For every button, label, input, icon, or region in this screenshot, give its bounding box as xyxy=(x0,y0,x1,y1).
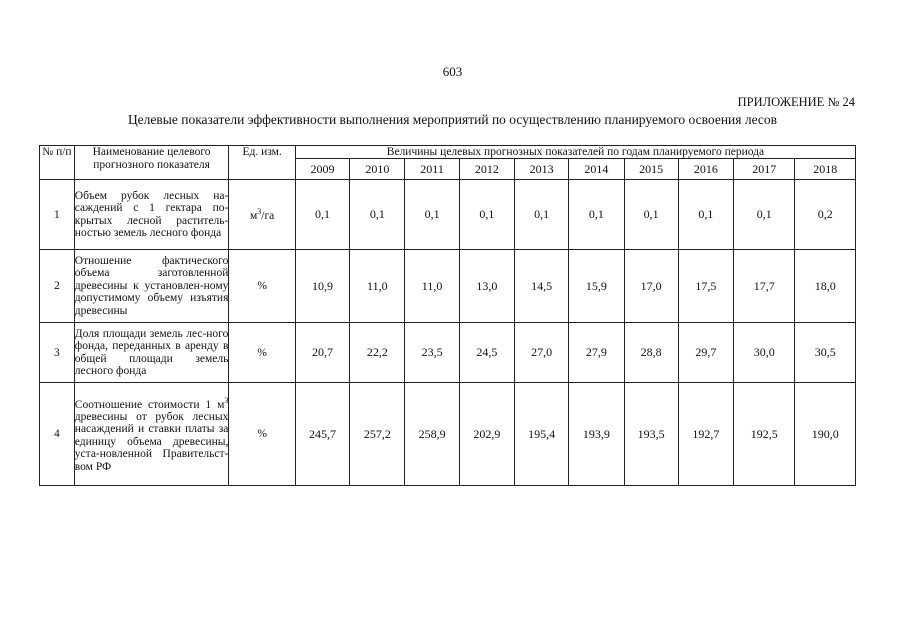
row-number: 4 xyxy=(40,383,75,486)
year-header: 2011 xyxy=(405,159,459,180)
year-header: 2015 xyxy=(624,159,678,180)
value-cell: 23,5 xyxy=(405,323,459,383)
value-cell: 27,0 xyxy=(514,323,568,383)
indicator-name: Доля площади земель лес-ного фонда, переданных в аренду в общей площади земель лесного фонда xyxy=(74,323,229,383)
value-cell: 0,1 xyxy=(405,180,459,250)
value-cell: 193,9 xyxy=(569,383,624,486)
value-cell: 13,0 xyxy=(459,250,514,323)
value-cell: 0,1 xyxy=(734,180,795,250)
value-cell: 245,7 xyxy=(295,383,349,486)
value-cell: 28,8 xyxy=(624,323,678,383)
unit-cell: $м^3/га$ xyxy=(229,180,296,250)
value-cell: 10,9 xyxy=(295,250,349,323)
year-header: 2009 xyxy=(295,159,349,180)
value-cell: 27,9 xyxy=(569,323,624,383)
year-header: 2016 xyxy=(678,159,733,180)
row-number: 1 xyxy=(40,180,75,250)
unit-cell: % xyxy=(229,383,296,486)
value-cell: 0,2 xyxy=(795,180,856,250)
value-cell: 258,9 xyxy=(405,383,459,486)
table-row xyxy=(40,383,856,486)
value-cell: 0,1 xyxy=(569,180,624,250)
unit-cell: % xyxy=(229,250,296,323)
value-cell: 0,1 xyxy=(514,180,568,250)
value-cell: 17,0 xyxy=(624,250,678,323)
row-number: 2 xyxy=(40,250,75,323)
header-unit: Ед. изм. xyxy=(229,146,296,180)
year-header: 2017 xyxy=(734,159,795,180)
value-cell: 190,0 xyxy=(795,383,856,486)
value-cell: 202,9 xyxy=(459,383,514,486)
table-row xyxy=(40,250,856,323)
value-cell: 0,1 xyxy=(624,180,678,250)
value-cell: 11,0 xyxy=(405,250,459,323)
year-header: 2012 xyxy=(459,159,514,180)
value-cell: 11,0 xyxy=(350,250,405,323)
value-cell: 17,7 xyxy=(734,250,795,323)
value-cell: 14,5 xyxy=(514,250,568,323)
header-num: № п/п xyxy=(40,146,75,180)
year-header: 2018 xyxy=(795,159,856,180)
value-cell: 0,1 xyxy=(459,180,514,250)
table-row xyxy=(40,323,856,383)
value-cell: 0,1 xyxy=(678,180,733,250)
header-years-group: Величины целевых прогнозных показателей по годам планируемого периода xyxy=(295,146,855,159)
year-header: 2010 xyxy=(350,159,405,180)
indicator-name: Соотношение стоимости 1 $м^3$ древесины от рубок лесных насаждений и ставки платы за единицу объема древесины, уста-новленной Правительст-вом РФ xyxy=(74,383,229,486)
page-number: 603 xyxy=(442,64,463,79)
header-indicator: Наименование целевого прогнозного показателя xyxy=(74,146,229,180)
value-cell: 0,1 xyxy=(350,180,405,250)
indicators-table xyxy=(39,145,856,486)
indicator-name: Отношение фактического объема заготовленной древесины к установлен-ному допустимому объему изъятия древесины xyxy=(74,250,229,323)
value-cell: 192,7 xyxy=(678,383,733,486)
value-cell: 15,9 xyxy=(569,250,624,323)
value-cell: 18,0 xyxy=(795,250,856,323)
value-cell: 24,5 xyxy=(459,323,514,383)
table-row xyxy=(40,180,856,250)
value-cell: 192,5 xyxy=(734,383,795,486)
value-cell: 193,5 xyxy=(624,383,678,486)
document-title: Целевые показатели эффективности выполнения мероприятий по осуществлению планируемого освоения лесов xyxy=(127,112,778,127)
year-header: 2014 xyxy=(569,159,624,180)
value-cell: 30,0 xyxy=(734,323,795,383)
value-cell: 29,7 xyxy=(678,323,733,383)
value-cell: 20,7 xyxy=(295,323,349,383)
value-cell: 22,2 xyxy=(350,323,405,383)
value-cell: 17,5 xyxy=(678,250,733,323)
value-cell: 257,2 xyxy=(350,383,405,486)
value-cell: 195,4 xyxy=(514,383,568,486)
value-cell: 30,5 xyxy=(795,323,856,383)
appendix-label: ПРИЛОЖЕНИЕ № 24 xyxy=(737,95,855,109)
year-header: 2013 xyxy=(514,159,568,180)
row-number: 3 xyxy=(40,323,75,383)
indicator-name: Объем рубок лесных на-саждений с 1 гектара по-крытых лесной раститель-ностью земель лесного фонда xyxy=(74,180,229,250)
value-cell: 0,1 xyxy=(295,180,349,250)
unit-cell: % xyxy=(229,323,296,383)
